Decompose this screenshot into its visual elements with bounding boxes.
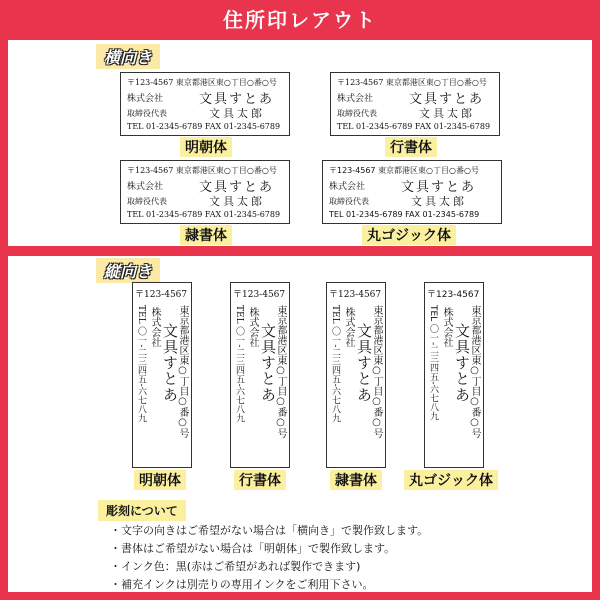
stamp-company: 株式会社 bbox=[329, 182, 366, 192]
stamp-phone: TEL 01-2345-6789 FAX 01-2345-6789 bbox=[337, 122, 491, 131]
font-label: 隷書体 bbox=[330, 470, 382, 490]
stamp-phone: TEL 01-2345-6789 FAX 01-2345-6789 bbox=[127, 210, 281, 219]
stamp-company: 株式会社 bbox=[127, 94, 164, 104]
stamp-address: 〒123-4567 東京都港区東○丁目○番○号 bbox=[127, 78, 277, 87]
stamp-zip: 〒123-4567 bbox=[427, 290, 480, 300]
font-label: 明朝体 bbox=[180, 137, 232, 157]
stamp-phone: TEL 〇一-二三四五-六七八九 bbox=[330, 305, 340, 423]
font-label: 丸ゴジック体 bbox=[362, 225, 456, 245]
stamp-phone: TEL 01-2345-6789 FAX 01-2345-6789 bbox=[329, 210, 480, 219]
stamp-address: 〒123-4567 東京都港区東○丁目○番○号 bbox=[337, 78, 487, 87]
font-label: 行書体 bbox=[234, 470, 286, 490]
stamp-address: 東京都港区東○丁目○番○号 bbox=[371, 305, 382, 438]
stamp-name: 文具すとあ bbox=[409, 92, 485, 107]
stamp-name: 文具すとあ bbox=[199, 92, 275, 107]
note-item: ・ インク色：黒(赤はご希望があれば製作できます) bbox=[110, 558, 580, 576]
horizontal-stamp bbox=[120, 72, 290, 136]
notes-list bbox=[110, 522, 580, 594]
vertical-stamp bbox=[230, 282, 290, 468]
page-title: 住所印レアウト bbox=[223, 8, 377, 32]
stamp-person: 文具太郎 bbox=[419, 107, 475, 120]
font-label: 明朝体 bbox=[134, 470, 186, 490]
stamp-name: 文具すとあ bbox=[259, 323, 277, 403]
stamp-phone: TEL 01-2345-6789 FAX 01-2345-6789 bbox=[127, 122, 281, 131]
stamp-address: 東京都港区東○丁目○番○号 bbox=[469, 305, 480, 438]
stamp-name: 文具すとあ bbox=[401, 180, 477, 195]
stamp-phone: TEL 〇一-二三四五-六七八九 bbox=[428, 305, 438, 421]
stamp-person: 文具太郎 bbox=[209, 195, 265, 208]
stamp-company: 株式会社 bbox=[247, 307, 258, 347]
stamp-role: 取締役代表 bbox=[127, 109, 167, 118]
vertical-stamp bbox=[424, 282, 484, 468]
font-label: 丸ゴジック体 bbox=[404, 470, 498, 490]
note-item: ・ 文字の向きはご希望がない場合は「横向き」で製作致します。 bbox=[110, 522, 580, 540]
stamp-role: 取締役代表 bbox=[337, 109, 377, 118]
stamp-name: 文具すとあ bbox=[355, 323, 373, 403]
stamp-address: 東京都港区東○丁目○番○号 bbox=[275, 305, 286, 438]
stamp-zip: 〒123-4567 bbox=[329, 290, 382, 300]
stamp-phone: TEL 〇一-二三四五-六七八九 bbox=[234, 305, 244, 423]
horizontal-section-tag: 横向き bbox=[96, 44, 160, 69]
stamp-company: 株式会社 bbox=[337, 94, 374, 104]
stamp-zip: 〒123-4567 bbox=[135, 290, 188, 300]
stamp-company: 株式会社 bbox=[343, 307, 354, 347]
vertical-section-tag: 縦向き bbox=[96, 258, 160, 283]
font-label: 行書体 bbox=[385, 137, 437, 157]
stamp-company: 株式会社 bbox=[127, 182, 164, 192]
stamp-address: 東京都港区東○丁目○番○号 bbox=[177, 305, 188, 438]
stamp-name: 文具すとあ bbox=[453, 323, 471, 403]
stamp-company: 株式会社 bbox=[149, 307, 160, 347]
notes-heading: 彫刻について bbox=[98, 500, 186, 521]
font-label: 隷書体 bbox=[180, 225, 232, 245]
stamp-name: 文具すとあ bbox=[199, 180, 275, 195]
note-item: ・ 補充インクは別売りの専用インクをご利用下さい。 bbox=[110, 576, 580, 594]
stamp-name: 文具すとあ bbox=[161, 323, 179, 403]
stamp-zip: 〒123-4567 bbox=[233, 290, 286, 300]
horizontal-stamp bbox=[322, 160, 502, 224]
stamp-address: 〒123-4567 東京都港区東○丁目○番○号 bbox=[329, 166, 480, 175]
vertical-stamp bbox=[326, 282, 386, 468]
stamp-phone: TEL 〇一-二三四五-六七八九 bbox=[136, 305, 146, 423]
horizontal-stamp bbox=[330, 72, 500, 136]
stamp-role: 取締役代表 bbox=[329, 197, 369, 206]
stamp-role: 取締役代表 bbox=[127, 197, 167, 206]
horizontal-panel bbox=[8, 40, 592, 246]
vertical-stamp bbox=[132, 282, 192, 468]
stamp-person: 文具太郎 bbox=[209, 107, 265, 120]
note-item: ・ 書体はご希望がない場合は「明朝体」で製作致します。 bbox=[110, 540, 580, 558]
stamp-person: 文具太郎 bbox=[411, 195, 467, 208]
stamp-company: 株式会社 bbox=[441, 307, 452, 347]
horizontal-stamp bbox=[120, 160, 290, 224]
stamp-address: 〒123-4567 東京都港区東○丁目○番○号 bbox=[127, 166, 277, 175]
